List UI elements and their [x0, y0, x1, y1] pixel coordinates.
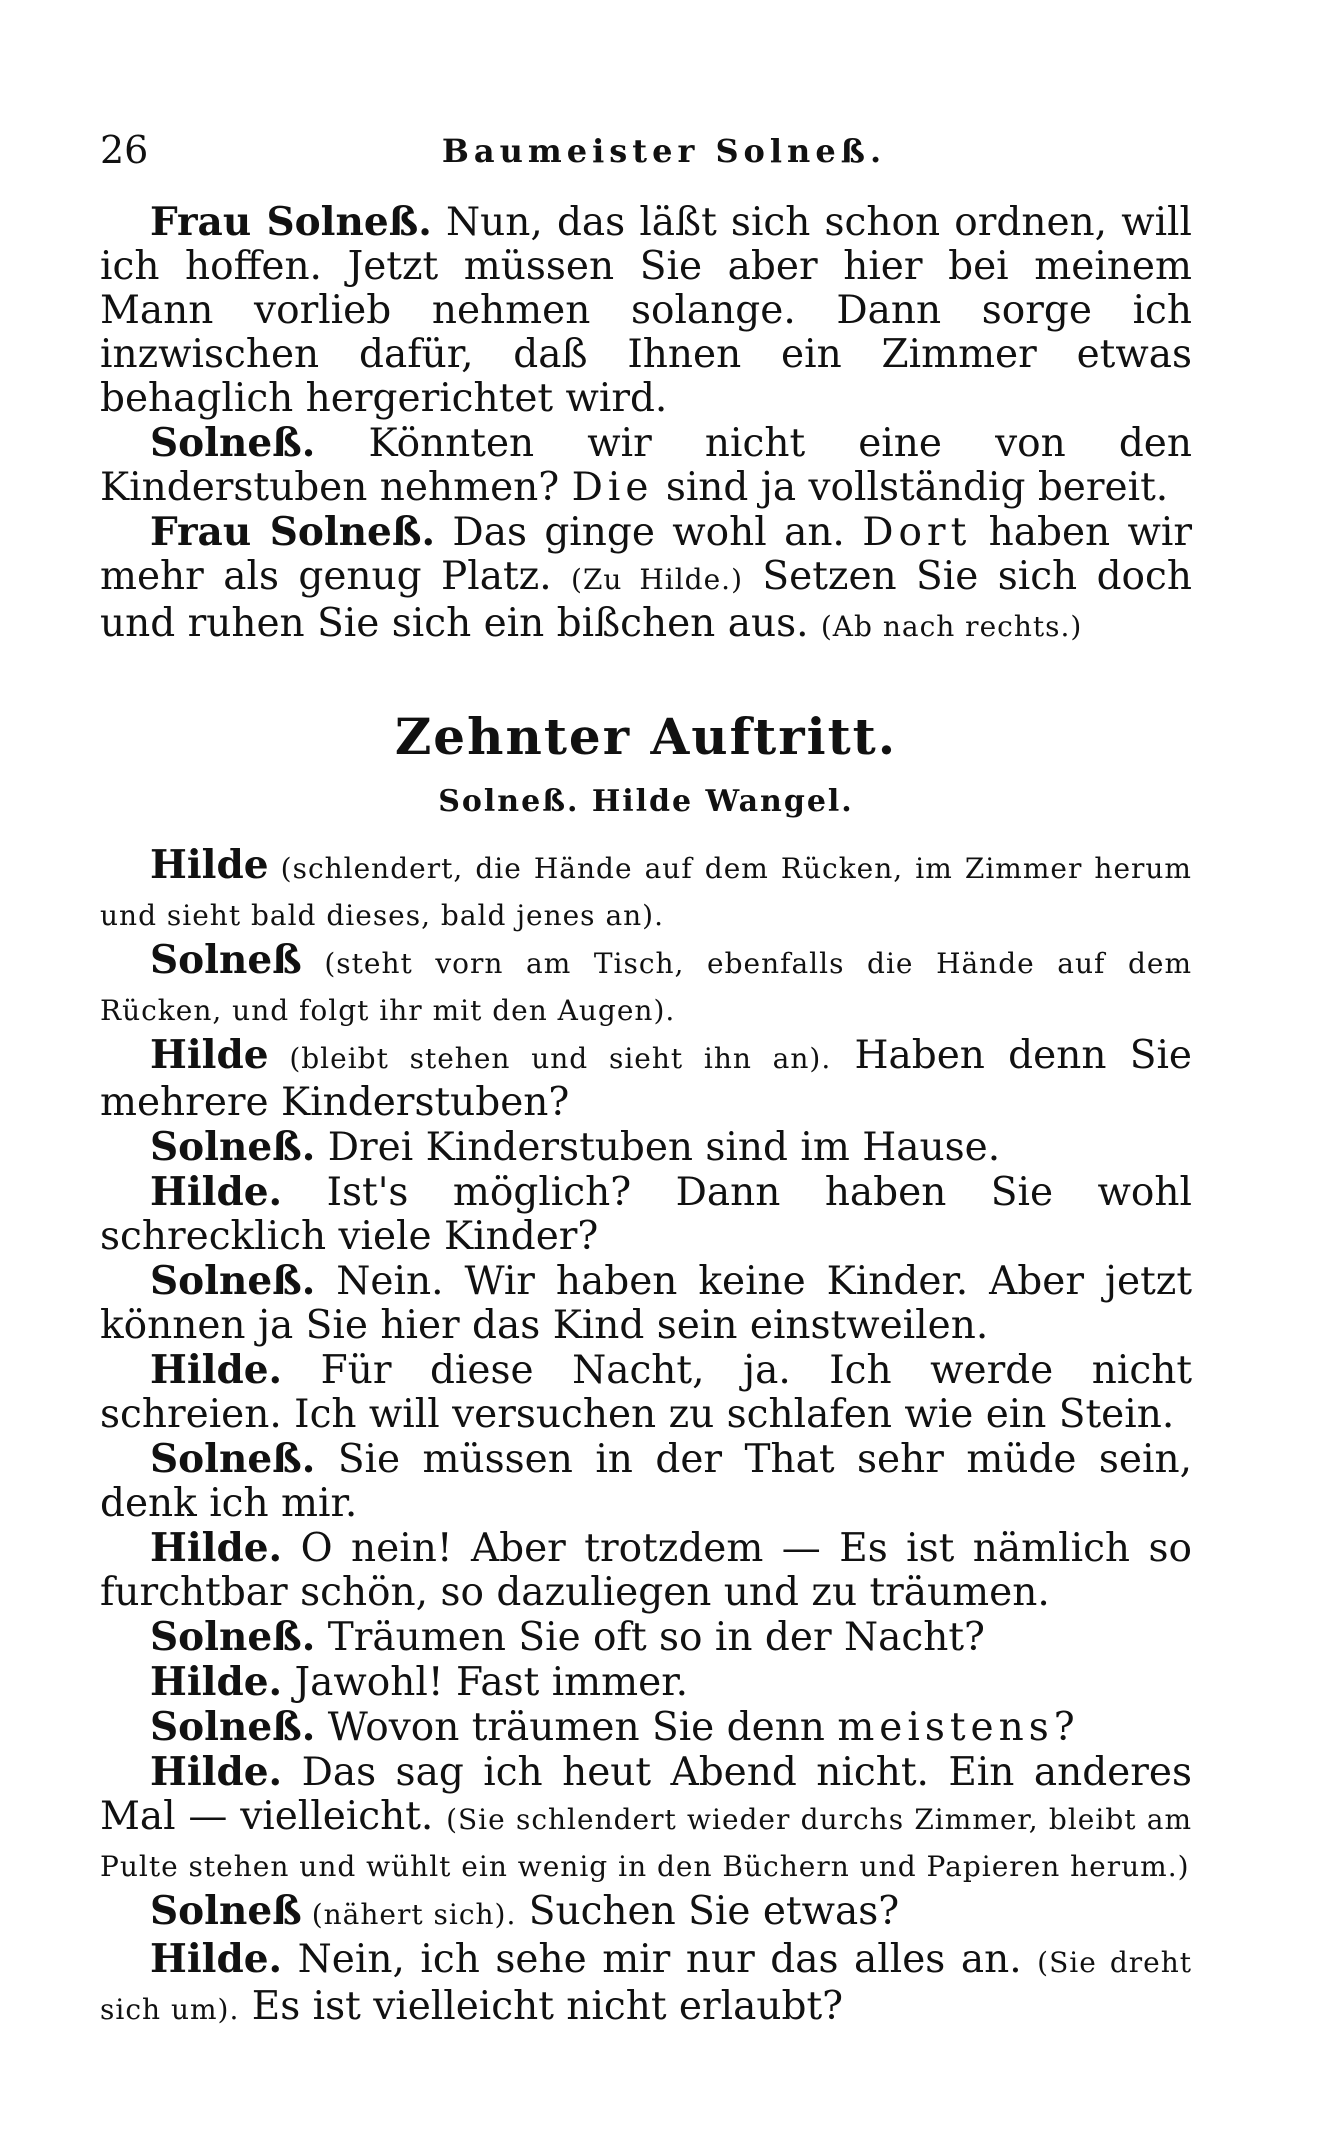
- stage-direction: (Sie schlendert wieder durchs Zimmer, bleibt am Pulte stehen und wühlt ein wenig in den Büchern und Papieren herum.): [100, 1803, 1193, 1883]
- dialogue-text: Das sag ich heut Abend nicht. Ein anderes Mal — vielleicht.: [100, 1750, 1192, 1839]
- dialogue-paragraph: [100, 421, 1192, 510]
- speaker-name: Hilde.: [150, 1749, 283, 1795]
- dialogue-text: Drei Kinderstuben sind im Hause.: [315, 1125, 1001, 1170]
- dialogue-text: haben wir mehr als genug Platz.: [100, 510, 1192, 599]
- speaker-name: Hilde.: [150, 1659, 283, 1705]
- speaker-name: Solneß.: [150, 1614, 316, 1660]
- page-number: 26: [100, 128, 149, 172]
- dialogue-text: Ist's möglich? Dann haben Sie wohl schrecklich viele Kinder?: [100, 1170, 1192, 1259]
- dialogue-text: Für diese Nacht, ja. Ich werde nicht schreien. Ich will versuchen zu schlafen wie ein Stein.: [100, 1348, 1192, 1437]
- dialogue-paragraph: [100, 843, 1192, 938]
- speaker-name: Hilde.: [150, 1936, 283, 1982]
- dialogue-paragraph: [100, 1937, 1192, 2032]
- speaker-name: Solneß.: [150, 1704, 316, 1750]
- dialogue-text: Wovon träumen Sie denn: [315, 1705, 838, 1750]
- stage-direction: (Ab nach rechts.): [820, 610, 1083, 643]
- speaker-name: Hilde.: [150, 1169, 283, 1215]
- speaker-name: Frau Solneß.: [150, 199, 432, 245]
- dialogue-before: [100, 200, 1192, 649]
- scene-persons: Solneß. Hilde Wangel.: [438, 784, 854, 819]
- speaker-name: Solneß: [150, 937, 302, 983]
- dialogue-paragraph: [100, 1889, 1192, 1937]
- stage-direction: (Sie dreht sich um).: [100, 1946, 1192, 2026]
- dialogue-text: Setzen Sie sich doch und ruhen Sie sich ein bißchen aus.: [100, 554, 1192, 646]
- dialogue-text: Nein. Wir haben keine Kinder. Aber jetzt können ja Sie hier das Kind sein einstweilen.: [100, 1259, 1192, 1348]
- dialogue-paragraph: [100, 1750, 1192, 1889]
- speaker-name: Solneß.: [150, 1436, 316, 1482]
- dialogue-text: Nun, das läßt sich schon ordnen, will ich hoffen. Jetzt müssen Sie aber hier bei meinem Mann vorlieb nehmen solange. Dann sorge ich inzwischen dafür, daß Ihnen ein Zimmer etwas behaglich hergerichtet wird.: [100, 200, 1193, 421]
- dialogue-paragraph: [100, 1437, 1192, 1526]
- stage-direction: (schlendert, die Hände auf dem Rücken, im Zimmer herum und sieht bald dieses, bald jenes an).: [100, 852, 1192, 932]
- dialogue-paragraph: [100, 938, 1192, 1033]
- dialogue-paragraph: [100, 1348, 1192, 1437]
- dialogue-paragraph: [100, 1615, 1192, 1660]
- dialogue-text: sind ja vollständig bereit.: [653, 465, 1169, 510]
- stage-direction: (nähert sich).: [301, 1898, 517, 1931]
- dialogue-text: Träumen Sie oft so in der Nacht?: [315, 1615, 985, 1660]
- speaker-name: Solneß.: [150, 1124, 316, 1170]
- dialogue-text: Es ist vielleicht nicht erlaubt?: [239, 1984, 844, 2029]
- dialogue-paragraph: [100, 1170, 1192, 1259]
- emphasized-text: Dort: [862, 510, 972, 555]
- dialogue-after: [100, 843, 1192, 2032]
- page-body: [100, 200, 1192, 2032]
- stage-direction: (Zu Hilde.): [571, 563, 744, 596]
- speaker-name: Solneß.: [150, 1258, 316, 1304]
- dialogue-text: Haben denn Sie mehrere Kinderstuben?: [100, 1033, 1192, 1125]
- dialogue-paragraph: [100, 510, 1192, 649]
- page-header: [100, 128, 1228, 188]
- dialogue-paragraph: [100, 1259, 1192, 1348]
- dialogue-text: Das ginge wohl an.: [435, 510, 863, 555]
- dialogue-text: Suchen Sie etwas?: [516, 1889, 900, 1934]
- speaker-name: Hilde.: [150, 1525, 283, 1571]
- dialogue-paragraph: [100, 1033, 1192, 1125]
- dialogue-text: Nein, ich sehe mir nur das alles an.: [282, 1937, 1038, 1982]
- speaker-name: Hilde: [150, 842, 269, 888]
- emphasized-text: Die: [571, 465, 654, 510]
- speaker-name: Solneß: [150, 1888, 302, 1934]
- dialogue-text: Sie müssen in der That sehr müde sein, denk ich mir.: [100, 1437, 1192, 1526]
- scene-title: Zehnter Auftritt.: [394, 707, 898, 766]
- stage-direction: (steht vorn am Tisch, ebenfalls die Hände auf dem Rücken, und folgt ihr mit den Augen).: [100, 947, 1192, 1027]
- dialogue-text: ?: [1053, 1705, 1075, 1750]
- speaker-name: Hilde.: [150, 1347, 283, 1393]
- dialogue-text: O nein! Aber trotzdem — Es ist nämlich so furchtbar schön, so dazuliegen und zu träumen.: [100, 1526, 1192, 1615]
- running-title: Baumeister Solneß.: [441, 132, 887, 170]
- speaker-name: Frau Solneß.: [150, 509, 436, 555]
- dialogue-paragraph: [100, 1526, 1192, 1615]
- dialogue-paragraph: [100, 1660, 1192, 1705]
- dialogue-paragraph: [100, 1705, 1192, 1750]
- dialogue-text: Jawohl! Fast immer.: [282, 1660, 688, 1705]
- dialogue-text: Könnten wir nicht eine von den Kinderstuben nehmen?: [100, 421, 1192, 510]
- speaker-name: Hilde: [150, 1032, 269, 1078]
- speaker-name: Solneß.: [150, 420, 316, 466]
- dialogue-paragraph: [100, 200, 1192, 421]
- emphasized-text: meistens: [837, 1705, 1054, 1750]
- stage-direction: (bleibt stehen und sieht ihn an).: [268, 1042, 832, 1075]
- dialogue-paragraph: [100, 1125, 1192, 1170]
